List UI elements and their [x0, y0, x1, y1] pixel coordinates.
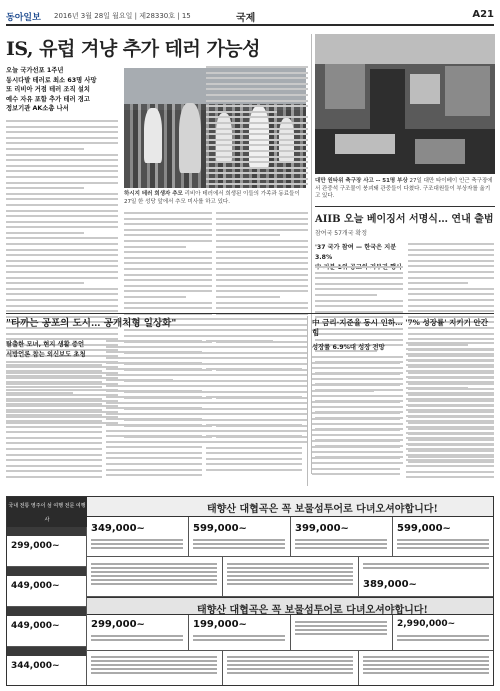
masthead [6, 8, 494, 26]
ad-price: 599,000~ [397, 523, 451, 534]
ad-tile[interactable] [393, 615, 494, 651]
ad-tile[interactable] [7, 607, 87, 647]
ad-tile[interactable] [223, 651, 359, 686]
section-title: 국제 [236, 13, 256, 24]
taqqa-body-col3 [206, 318, 302, 484]
ad-tile[interactable] [359, 651, 494, 686]
newspaper-logo: 동아일보 [6, 13, 41, 23]
taqqa-body-col1 [6, 364, 102, 484]
ad-tile[interactable] [291, 517, 393, 557]
caption-title: 하시지 테러 희생자 추모 [124, 191, 183, 197]
ad-banner-top [87, 497, 494, 517]
main-headline: IS, 유럽 겨냥 추가 테러 가능성 [6, 38, 261, 60]
ad-price: 389,000~ [363, 579, 417, 590]
aiib-headline: AIIB 오늘 베이징서 서명식… 연내 출범 [315, 214, 494, 225]
ad-tile[interactable] [87, 651, 223, 686]
taqqa-body-col2 [106, 340, 202, 484]
china-rate-body-col1 [312, 356, 400, 484]
ad-tile[interactable] [7, 647, 87, 686]
ad-price: 599,000~ [193, 523, 247, 534]
ad-tile[interactable] [189, 517, 291, 557]
aiib-subline: 참여국 57개국 확정 [315, 230, 368, 237]
caption-text: 리비아 테러에서 희생된 이들의 가족과 동료들이 27일 한 성당 앞에서 추모 미사를 하고 있다. [124, 191, 300, 205]
subhead-line: 예수 자유 포함 추가 테러 경고 [6, 95, 90, 103]
subhead-line: 또 리비아 거점 테러 조직 설치 [6, 86, 90, 94]
ad-tile[interactable] [393, 517, 494, 557]
main-subhead [6, 66, 118, 114]
travel-advertisement[interactable] [6, 496, 494, 686]
taqqa-subhead-line: 탈출한 모녀, 현지 생활 증언 [6, 341, 85, 348]
ad-price: 449,000~ [11, 581, 60, 591]
aiib-subhead-line: '37 국가 참여 — 한국은 지분 3.8% [315, 244, 397, 261]
ad-tile[interactable] [87, 615, 189, 651]
china-rate-headline: 中 금리·지준율 동시 인하… '7% 성장률' 지키기 안간힘 [312, 318, 488, 337]
ad-tile[interactable] [87, 517, 189, 557]
ad-banner-text: 태향산 대협곡은 꼭 보물섬투어로 다녀오셔야합니다! [207, 504, 438, 515]
ad-banner-text: 태향산 대협곡은 꼭 보물섬투어로 다녀오셔야합니다! [197, 605, 428, 616]
ad-brand-sub: 국내 전통 영주이 섬 여행 전문 여행사 [8, 503, 86, 523]
ad-tile[interactable] [359, 557, 494, 597]
ad-price: 2,990,000~ [397, 619, 456, 629]
ad-price: 299,000~ [91, 619, 145, 630]
ad-price: 349,000~ [91, 523, 145, 534]
stadium-photo-caption [315, 178, 495, 201]
column-divider [307, 316, 308, 486]
ad-tile[interactable] [223, 557, 359, 597]
ad-brand [7, 497, 87, 527]
issue-date: 2016년 3월 28일 월요일 | 제28330호 | 15 [54, 12, 191, 20]
section-rule [6, 313, 494, 314]
ad-price: 299,000~ [11, 541, 60, 551]
ad-tile[interactable] [291, 615, 393, 651]
ad-banner-mid [87, 597, 494, 615]
ad-brand-panel [7, 497, 87, 686]
ad-price: 344,000~ [11, 661, 60, 671]
taqqa-headline: "타까는 공포의 도시… 공개처형 일상화" [6, 318, 177, 329]
caption-title: 대만 원타위 축구장 사고 -- 51명 부상 [315, 178, 408, 184]
subhead-line: 동시다발 테러로 최소 63명 사망 [6, 76, 97, 84]
taqqa-subhead-line: 서방언론 참는 외신보도 초청 [6, 351, 86, 358]
ad-price: 449,000~ [11, 621, 60, 631]
ad-tile[interactable] [7, 567, 87, 607]
stadium-accident-photo [315, 34, 495, 174]
ad-price: 399,000~ [295, 523, 349, 534]
ad-price: 199,000~ [193, 619, 247, 630]
ad-tile[interactable] [7, 527, 87, 567]
china-rate-body-col2 [406, 342, 494, 484]
memorial-photo-caption [124, 191, 306, 206]
caption-text: 27일 대만 타이베이 인근 축구장에서 관중석 구조물이 붕괴돼 관중들이 다쳤다. 구조대원들이 부상자를 옮기고 있다. [315, 178, 493, 199]
ad-tile[interactable] [87, 557, 223, 597]
subhead-line: 정보기관 AK소총 나서 [6, 105, 69, 113]
section-rule [315, 206, 495, 207]
main-story-body-col4 [206, 66, 308, 186]
ad-tile[interactable] [189, 615, 291, 651]
subhead-line: 오늘 국가선포 1주년 [6, 67, 64, 74]
page-number: A21 [472, 9, 494, 20]
china-rate-subhead: 성장률 6.9%대 성장 전망 [312, 344, 385, 351]
